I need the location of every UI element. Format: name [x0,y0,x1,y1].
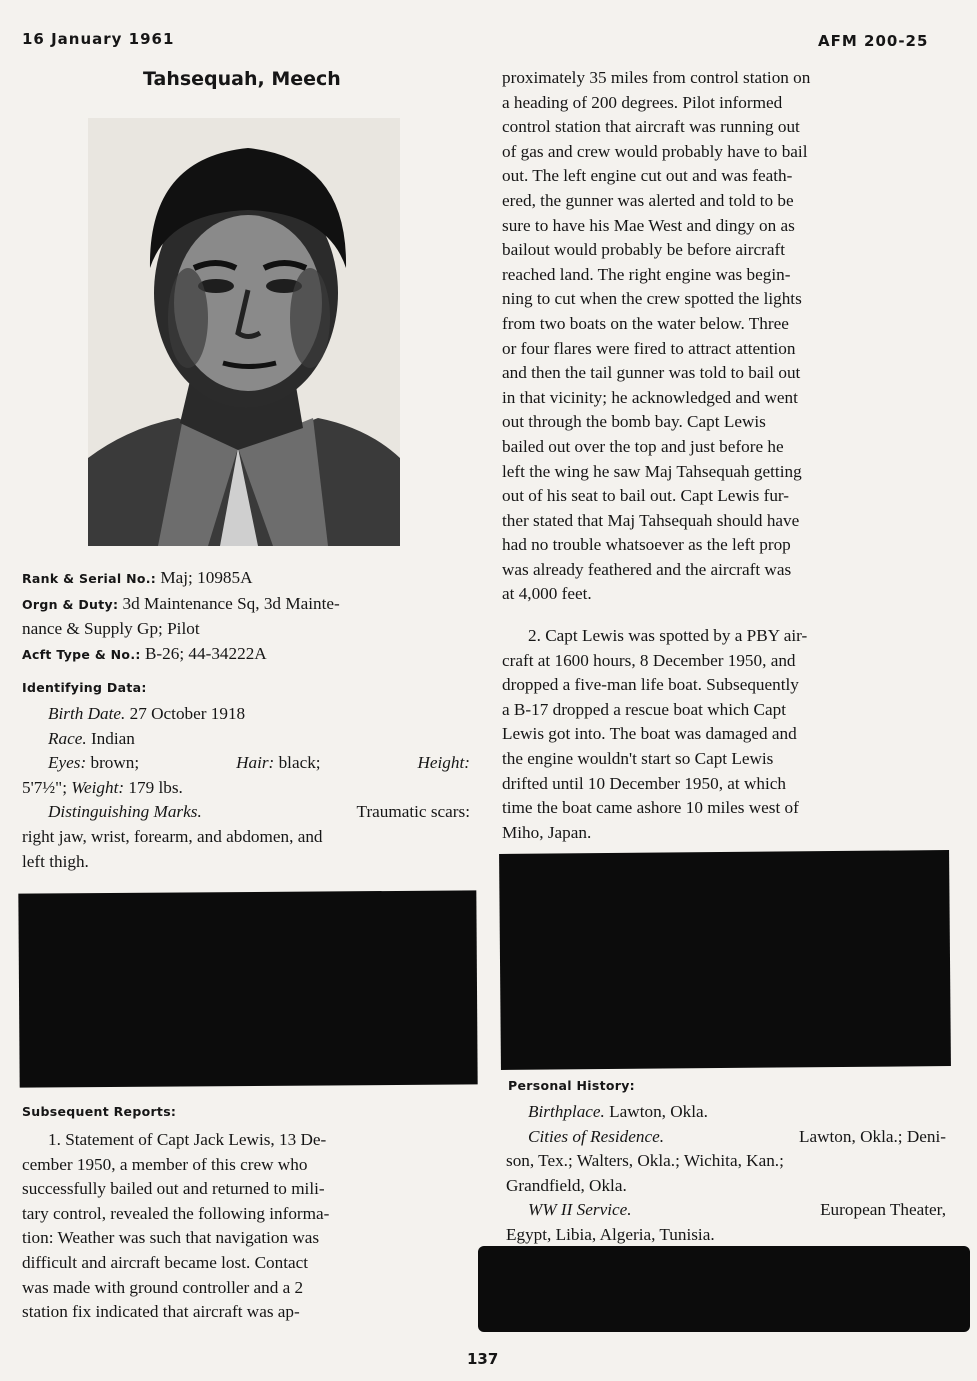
para1-line: 1. Statement of Capt Jack Lewis, 13 De- [48,1130,327,1149]
para1-cont-line: control station that aircraft was running out [502,117,800,137]
acft-label: Acft Type & No.: [22,646,141,662]
subsequent-heading: Subsequent Reports: [22,1104,177,1119]
para1-cont-line: ther stated that Maj Tahsequah should have [502,510,800,530]
cities-line-2: son, Tex.; Walters, Okla.; Wichita, Kan.; [506,1151,784,1171]
para1-cont-line: and then the tail gunner was told to bail out [502,363,801,383]
orgn-value-1: 3d Maintenance Sq, 3d Mainte- [122,593,340,613]
para1-line: station fix indicated that aircraft was ap- [22,1302,300,1322]
para1-cont-line: left the wing he saw Maj Tahsequah getting [502,461,802,481]
para2-line: dropped a five-man life boat. Subsequently [502,675,799,695]
para2-line: Miho, Japan. [502,822,592,842]
acft-value: B-26; 44-34222A [144,643,267,663]
para1-cont-line: reached land. The right engine was begin- [502,264,791,284]
para1-cont-line: had no trouble whatsoever as the left prop [502,535,791,555]
header-doc-id: AFM 200-25 [818,32,929,50]
portrait-photo [88,118,400,546]
para2-line: Lewis got into. The boat was damaged and [502,724,797,744]
para1-cont-line: from two boats on the water below. Three [502,313,789,333]
redaction-block-left [18,890,477,1087]
personal-history-block [506,1100,946,1248]
subsequent-para-2 [502,624,944,845]
marks-label: Distinguishing Marks. [48,802,202,822]
birth-label: Birth Date. [48,704,126,723]
cities-label: Cities of Residence. [528,1126,665,1146]
weight-label: Weight: [71,777,125,797]
ww2-line-2: Egypt, Libia, Algeria, Tunisia. [506,1224,715,1244]
para1-line: cember 1950, a member of this crew who [22,1154,308,1174]
marks-line-1: Traumatic scars: [356,802,470,822]
race-value: Indian [90,728,135,748]
ww2-label: WW II Service. [528,1200,632,1220]
redaction-block-right [499,850,951,1070]
para1-cont-line: a heading of 200 degrees. Pilot informed [502,92,783,112]
cities-line-3: Grandfield, Okla. [506,1175,627,1195]
weight-value: 179 lbs. [128,777,183,797]
para1-cont-line: out of his seat to bail out. Capt Lewis fur- [502,486,790,506]
para1-cont-line: bailed out over the top and just before he [502,436,784,456]
identifying-block [22,702,470,874]
header-date: 16 January 1961 [22,30,175,48]
birthplace-value: Lawton, Okla. [609,1102,708,1121]
redaction-block-bottom [478,1246,970,1332]
para1-cont-line: ered, the gunner was alerted and told to be [502,190,794,210]
para1-line: was made with ground controller and a 2 [22,1277,304,1297]
para1-cont-line: out. The left engine cut out and was feath- [502,166,793,186]
para2-line: 2. Capt Lewis was spotted by a PBY air- [528,626,808,645]
para1-line: difficult and aircraft became lost. Contact [22,1252,309,1272]
hair-label: Hair: [236,753,275,773]
para1-cont-line: out through the bomb bay. Capt Lewis [502,412,766,432]
rank-value: Maj; 10985A [160,568,253,587]
marks-line-3: left thigh. [22,851,89,871]
para1-cont-line: bailout would probably be before aircraft [502,240,786,260]
page-number: 137 [467,1350,499,1368]
para2-line: a B-17 dropped a rescue boat which Capt [502,699,786,719]
rank-label: Rank & Serial No.: [22,571,157,586]
para1-cont-line: or four flares were fired to attract attention [502,338,796,358]
para1-cont-line: was already feathered and the aircraft was [502,559,792,579]
eyes-label: Eyes: [48,753,87,773]
hair-value: black; [278,753,321,773]
cities-line-1: Lawton, Okla.; Deni- [798,1126,946,1146]
birthplace-label: Birthplace. [528,1102,605,1121]
marks-line-2: right jaw, wrist, forearm, and abdomen, and [22,826,323,846]
birth-value: 27 October 1918 [129,704,246,723]
ww2-line-1: European Theater, [820,1200,946,1220]
subsequent-para-1 [22,1128,470,1325]
para1-line: tion: Weather was such that navigation was [22,1228,320,1248]
para2-line: drifted until 10 December 1950, at which [502,773,786,793]
identifying-heading: Identifying Data: [22,680,147,695]
para1-cont-line: sure to have his Mae West and dingy on as [502,215,795,235]
para1-cont-line: ning to cut when the crew spotted the lights [502,289,802,309]
race-label: Race. [48,728,87,748]
para1-cont-line: in that vicinity; he acknowledged and went [502,387,798,407]
service-info [22,566,472,667]
height-value: 5'7½"; [22,777,67,797]
para1-line: successfully bailed out and returned to mili- [22,1179,325,1199]
orgn-label: Orgn & Duty: [22,596,119,612]
person-name: Tahsequah, Meech [143,68,341,90]
para1-cont-line: proximately 35 miles from control station on [502,68,811,87]
subsequent-para-1-continued [502,66,944,607]
para1-cont-line: at 4,000 feet. [502,584,592,604]
para2-line: craft at 1600 hours, 8 December 1950, and [502,650,796,670]
para2-line: the engine wouldn't start so Capt Lewis [502,748,774,768]
orgn-value-2: nance & Supply Gp; Pilot [22,619,200,639]
personal-history-heading: Personal History: [508,1078,635,1093]
para2-line: time the boat came ashore 10 miles west of [502,798,799,818]
height-label: Height: [417,753,470,773]
para1-line: tary control, revealed the following informa- [22,1203,330,1223]
eyes-value: brown; [90,753,140,773]
para1-cont-line: of gas and crew would probably have to bail [502,141,808,161]
